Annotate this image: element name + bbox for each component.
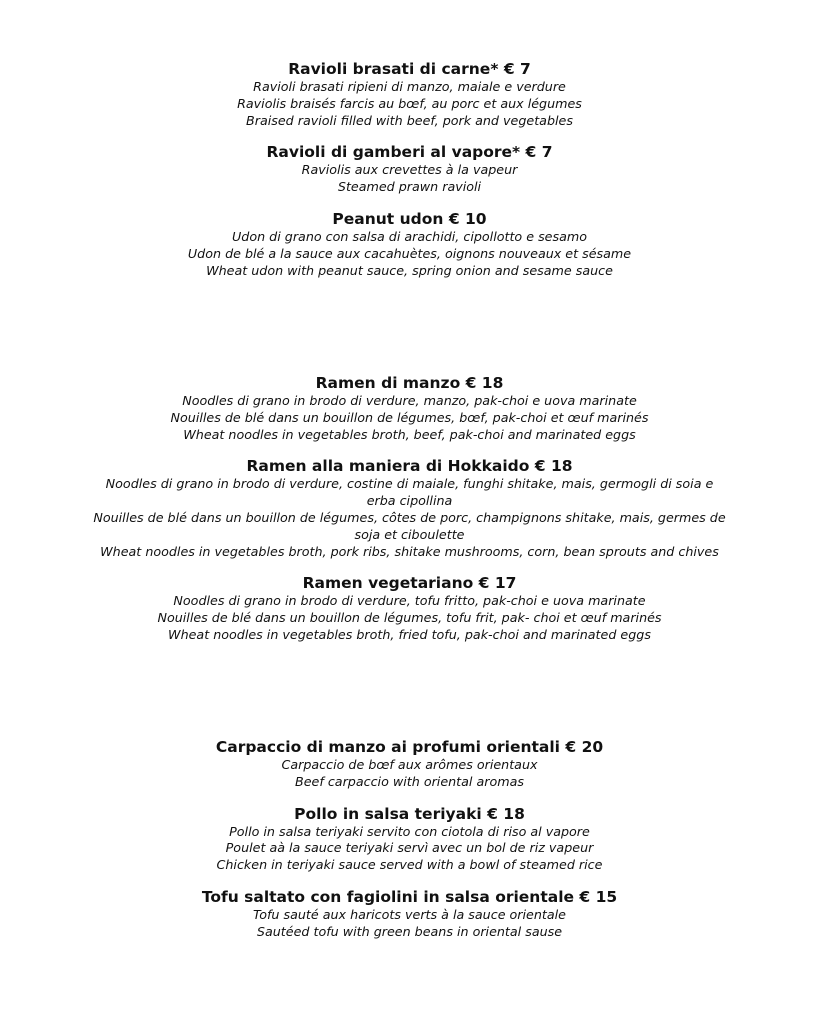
- menu-item: [0, 574, 819, 643]
- menu-item-title: Ramen alla maniera di Hokkaido € 18: [246, 457, 573, 476]
- menu-item: [0, 457, 819, 560]
- menu-item-title: Tofu saltato con fagiolini in salsa orientale € 15: [201, 887, 618, 906]
- menu-item-desc-fr: Poulet aà la sauce teriyaki servì avec un bol de riz vapeur: [225, 840, 594, 856]
- menu-item: [0, 210, 819, 279]
- menu-section-starters: [0, 60, 819, 293]
- menu-item: [0, 888, 819, 941]
- menu-item-desc-fr: Udon de blé a la sauce aux cacahuètes, oignons nouveaux et sésame: [187, 245, 632, 261]
- menu-item-desc-en: Braised ravioli filled with beef, pork and vegetables: [246, 112, 573, 128]
- menu-item-desc-en: Steamed prawn ravioli: [337, 179, 482, 195]
- menu-item-desc-it: Pollo in salsa teriyaki servito con ciotola di riso al vapore: [229, 823, 590, 839]
- menu-item-desc-fr: Raviolis braisés farcis au bœf, au porc et aux légumes: [237, 95, 582, 111]
- menu-item: [0, 60, 819, 129]
- menu-section-mains: [0, 738, 819, 955]
- menu-item-title: Ramen di manzo € 18: [315, 374, 504, 392]
- menu-item-desc-it: Noodles di grano in brodo di verdure, costine di maiale, funghi shitake, mais, germogli di soia e erba cipollina: [105, 476, 714, 509]
- menu-section-ramen: [0, 374, 819, 658]
- menu-item-title: Pollo in salsa teriyaki € 18: [294, 804, 525, 823]
- menu-item-title: Ravioli brasati di carne* € 7: [288, 60, 531, 78]
- menu-item: [0, 805, 819, 874]
- menu-item-desc-it: Noodles di grano in brodo di verdure, manzo, pak-choi e uova marinate: [182, 393, 637, 408]
- menu-item-desc-fr: Nouilles de blé dans un bouillon de légumes, côtes de porc, champignons shitake, mais, germes de soja et ciboulette: [93, 509, 726, 542]
- menu-item-desc-en: Wheat noodles in vegetables broth, beef, pak-choi and marinated eggs: [183, 426, 636, 442]
- menu-item: [0, 143, 819, 196]
- menu-item-desc-fr: Carpaccio de bœf aux arômes orientaux: [281, 757, 538, 772]
- menu-item-desc-it: Udon di grano con salsa di arachidi, cipollotto e sesamo: [231, 228, 587, 244]
- menu-item-title: Carpaccio di manzo ai profumi orientali € 20: [215, 738, 604, 756]
- menu-item-title: Ramen vegetariano € 17: [302, 574, 517, 593]
- menu-item-title: Peanut udon € 10: [332, 209, 487, 228]
- menu-item: [0, 374, 819, 443]
- menu-item: [0, 738, 819, 791]
- menu-item-desc-it: Ravioli brasati ripieni di manzo, maiale e verdure: [253, 79, 566, 94]
- menu-item-desc-en: Beef carpaccio with oriental aromas: [295, 773, 524, 789]
- menu-item-title: Ravioli di gamberi al vapore* € 7: [266, 143, 553, 162]
- menu-item-desc-en: Wheat udon with peanut sauce, spring onion and sesame sauce: [206, 262, 613, 278]
- menu-item-desc-en: Sautéed tofu with green beans in oriental sause: [256, 923, 563, 939]
- menu-item-desc-fr: Raviolis aux crevettes à la vapeur: [301, 162, 518, 178]
- menu-item-desc-en: Chicken in teriyaki sauce served with a bowl of steamed rice: [216, 857, 603, 873]
- menu-item-desc-fr: Nouilles de blé dans un bouillon de légumes, tofu frit, pak- choi et œuf marinés: [157, 610, 662, 626]
- menu-item-desc-it: Noodles di grano in brodo di verdure, tofu fritto, pak-choi e uova marinate: [173, 593, 646, 609]
- menu-item-desc-fr: Nouilles de blé dans un bouillon de légumes, bœf, pak-choi et œuf marinés: [170, 409, 649, 425]
- menu-item-desc-en: Wheat noodles in vegetables broth, fried tofu, pak-choi and marinated eggs: [168, 626, 651, 642]
- menu-item-desc-fr: Tofu sauté aux haricots verts à la sauce orientale: [253, 906, 566, 922]
- menu-item-desc-en: Wheat noodles in vegetables broth, pork ribs, shitake mushrooms, corn, bean sprouts and chives: [100, 543, 719, 559]
